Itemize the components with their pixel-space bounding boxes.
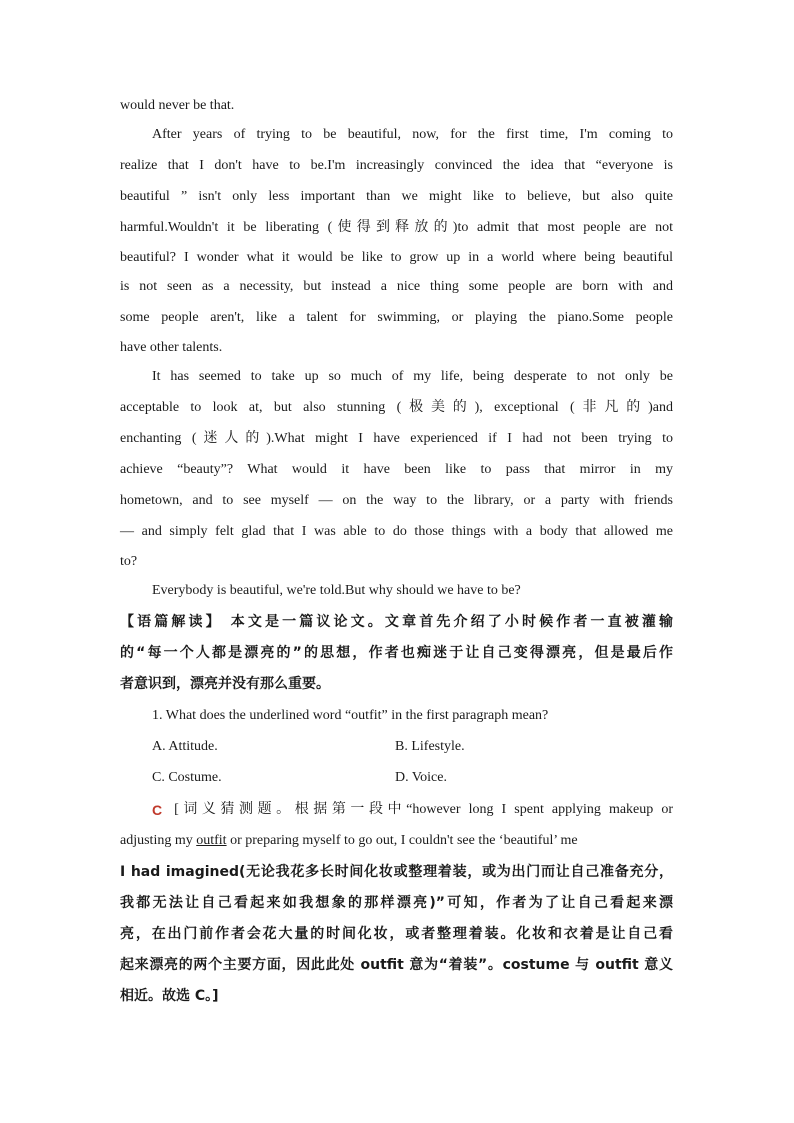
option-d: D. Voice.: [395, 770, 447, 785]
question-stem: 1. What does the underlined word “outfit” in the first paragraph mean?: [152, 708, 549, 723]
analysis-line: 的“每一个人都是漂亮的”的思想，作者也痴迷于让自己变得漂亮，但是最后作: [120, 645, 673, 661]
solution-line: [120, 831, 673, 851]
solution-text: adjusting my: [120, 833, 197, 848]
solution-line: I had imagined(无论我花多长时间化妆或整理着装，或为出门而让自己准备充分，: [120, 864, 673, 880]
passage-line: realize that I don't have to be.I'm increasingly convinced the idea that “everyone is: [120, 158, 673, 173]
passage-line: — and simply felt glad that I was able to do those things with a body that allowed me: [120, 524, 673, 539]
passage-line: achieve “beauty”? What would it have been like to pass that mirror in my: [120, 462, 673, 477]
passage-line: to?: [120, 554, 138, 569]
analysis-line: 【语篇解读】 本文是一篇议论文。文章首先介绍了小时候作者一直被灌输: [120, 614, 673, 630]
passage-line: is not seen as a necessity, but instead a nice thing some people are born with and: [120, 279, 673, 294]
underlined-word: outfit: [196, 833, 227, 848]
passage-line: would never be that.: [120, 98, 235, 113]
passage-line: enchanting (迷人的).What might I have experienced if I had not been trying to: [120, 431, 673, 446]
passage-line: beautiful ” isn't only less important than we might like to believe, but also quite: [120, 189, 673, 204]
passage-line: Everybody is beautiful, we're told.But why should we have to be?: [152, 583, 521, 598]
passage-line: harmful.Wouldn't it be liberating (使得到释放的)to admit that most people are not: [120, 220, 673, 235]
passage-line: After years of trying to be beautiful, now, for the first time, I'm coming to: [152, 127, 673, 142]
passage-line: acceptable to look at, but also stunning (极美的), exceptional (非凡的)and: [120, 400, 673, 415]
solution-text: [词义猜测题。根据第一段中“however long I spent applying makeup or: [174, 802, 673, 817]
passage-line: hometown, and to see myself — on the way to the library, or a party with friends: [120, 493, 673, 508]
option-c: C. Costume.: [152, 770, 222, 785]
solution-text: or preparing myself to go out, I couldn't see the ‘beautiful’ me: [226, 833, 578, 848]
passage-line: It has seemed to take up so much of my life, being desperate to not only be: [152, 369, 673, 384]
solution-line: 起来漂亮的两个主要方面，因此此处 outfit 意为“着装”。costume 与 outfit 意义: [120, 957, 673, 973]
solution-line: 我都无法让自己看起来如我想象的那样漂亮)”可知，作者为了让自己看起来漂: [120, 895, 673, 911]
solution-line: 相近。故选 C。]: [120, 988, 219, 1004]
passage-line: some people aren't, like a talent for swimming, or playing the piano.Some people: [120, 310, 673, 325]
option-b: B. Lifestyle.: [395, 739, 465, 754]
answer-letter: C: [152, 802, 163, 818]
option-a: A. Attitude.: [152, 739, 218, 754]
solution-line: 亮，在出门前作者会花大量的时间化妆，或者整理着装。化妆和衣着是让自己看: [120, 926, 673, 942]
solution-line: [120, 800, 673, 820]
passage-line: beautiful? I wonder what it would be like to grow up in a world where being beautiful: [120, 250, 673, 265]
analysis-line: 者意识到，漂亮并没有那么重要。: [120, 676, 330, 692]
passage-line: have other talents.: [120, 340, 223, 355]
